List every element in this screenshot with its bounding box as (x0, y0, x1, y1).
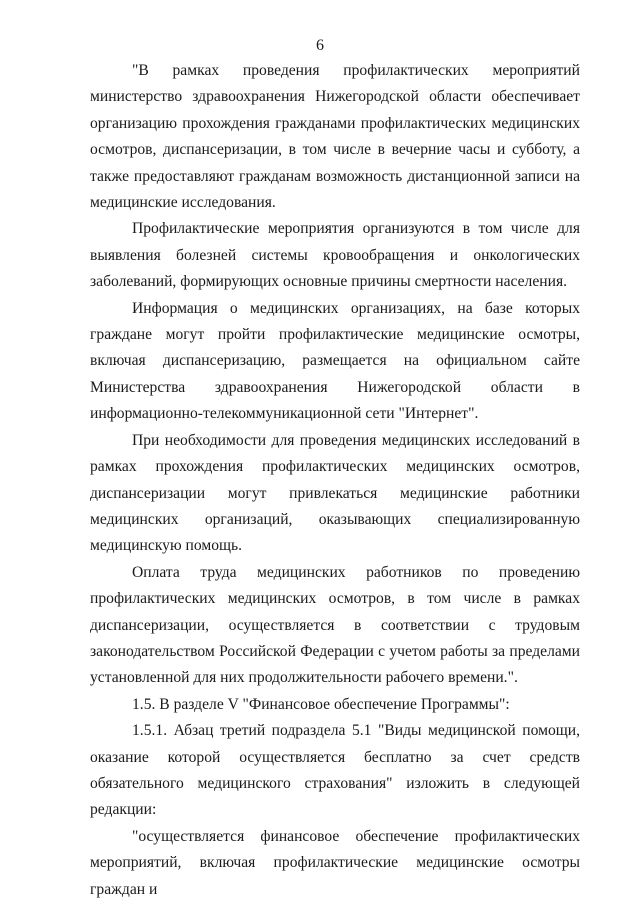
paragraph: При необходимости для проведения медицинских исследований в рамках прохождения профилактических медицинских осмотров, диспансеризации могут привлекаться медицинские работники медицинских организаций, оказывающих специализированную медицинскую помощь. (90, 431, 580, 555)
paragraph: Оплата труда медицинских работников по проведению профилактических медицинских осмотров, в том числе в рамках диспансеризации, осуществляется в соответствии с трудовым законодательством Российской Федерации с учетом работы за пределами установленной для них продолжительности рабочего времени.". (90, 563, 580, 687)
document-body (90, 58, 580, 903)
paragraph: "В рамках проведения профилактических мероприятий министерство здравоохранения Нижегородской области обеспечивает организацию прохождения гражданами профилактических медицинских осмотров, диспансеризации, в том числе в вечерние часы и субботу, а также предоставляют гражданам возможность дистанционной записи на медицинские исследования. (90, 62, 580, 212)
paragraph: 1.5. В разделе V "Финансовое обеспечение Программы": (132, 695, 510, 713)
paragraph: Информация о медицинских организациях, на базе которых граждане могут пройти профилактические медицинские осмотры, включая диспансеризацию, размещается на официальном сайте Министерства здравоохранения Нижегородской области в информационно-телекоммуникационной сети "Интернет". (90, 299, 580, 423)
paragraph: "осуществляется финансовое обеспечение профилактических мероприятий, включая профилактические медицинские осмотры граждан и (90, 827, 580, 898)
page-number: 6 (316, 37, 324, 54)
paragraph: 1.5.1. Абзац третий подраздела 5.1 "Виды медицинской помощи, оказание которой осуществляется бесплатно за счет средств обязательного медицинского страхования" изложить в следующей редакции: (90, 722, 580, 819)
paragraph: Профилактические мероприятия организуются в том числе для выявления болезней системы кровообращения и онкологических заболеваний, формирующих основные причины смертности населения. (90, 220, 580, 291)
